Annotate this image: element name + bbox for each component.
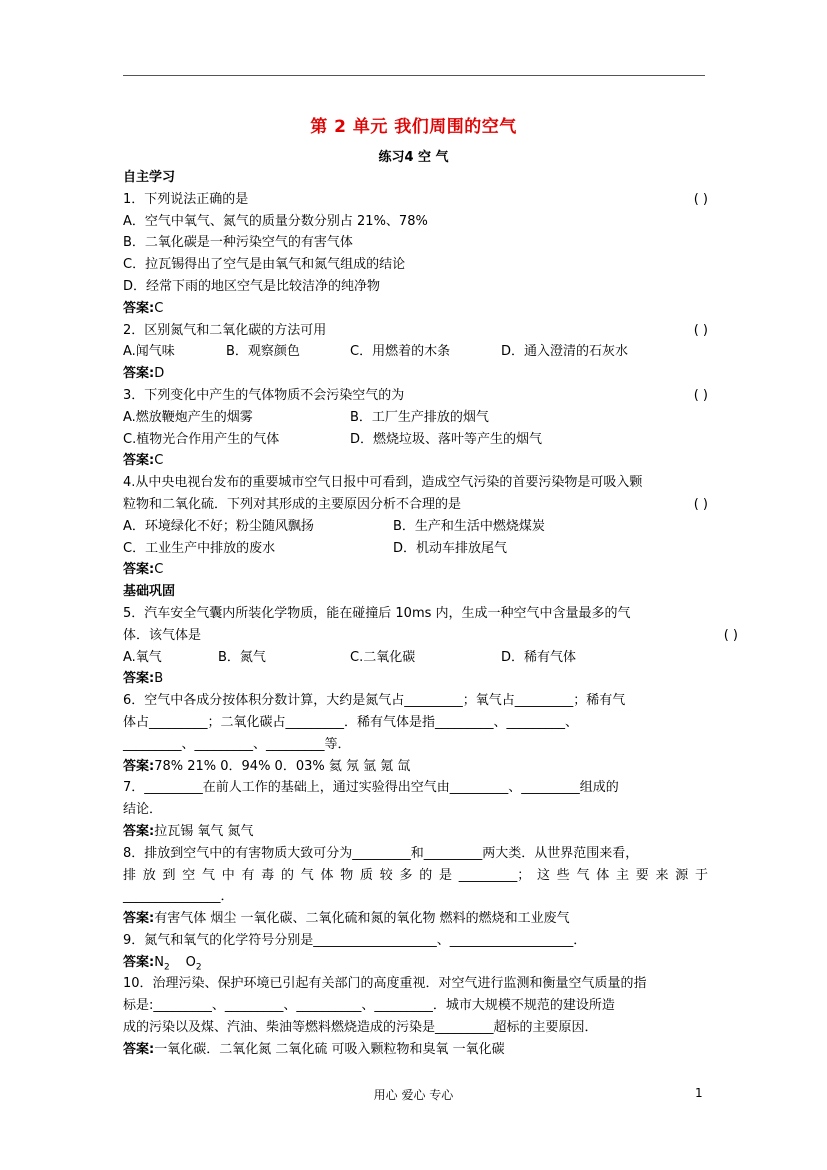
question-8-line: 8．排放到空气中的有害物质大致可分为_________和_________两大类．从世界范围来看， [123,845,639,861]
answer-label: 答案: [123,954,155,970]
page-number: 1 [695,1086,703,1100]
option-b: B．生产和生活中燃烧煤炭 [393,518,545,534]
page-footer: 用心 爱心 专心 [373,1088,454,1102]
answer-line [123,668,708,690]
formula-subscript: 2 [195,962,202,973]
answer-line [123,298,708,320]
option-a: A．空气中氧气、氮气的质量分数分别占 21%、78% [123,213,428,229]
option-d: D．经常下雨的地区空气是比较洁净的纯净物 [123,278,381,294]
answer-label: 答案: [123,366,155,382]
unit-title: 第 2 单元 我们周围的空气 [310,117,517,137]
question-text: 2．区别氮气和二氧化碳的方法可用 [123,322,327,338]
options-row [123,516,708,538]
answer-label: 答案: [123,758,155,774]
question-8-line: _______________． [123,889,234,905]
answer-text: 拉瓦锡 氧气 氮气 [154,823,254,839]
question-5-stem-cont [123,625,738,647]
option-a: A.闻气味 [123,344,175,360]
option-b: B．工厂生产排放的烟气 [350,409,489,425]
answer-text: 有害气体 烟尘 一氧化碳、二氧化硫和氮的氧化物 燃料的燃烧和工业废气 [154,911,570,927]
answer-text: D [154,366,165,382]
answer-line [123,450,708,472]
question-6-line: _________、_________、_________等． [123,736,351,752]
question-6-line: 6．空气中各成分按体积分数计算，大约是氮气占_________；氧气占_________；稀有气 [123,693,626,709]
question-text: 体．该气体是 [123,627,202,643]
answer-label: 答案: [123,300,155,316]
answer-parentheses: ( ) [693,496,708,512]
formula-symbol: N [154,954,164,970]
question-8-line: 排放到空气中有毒的气体物质较多的是_________；这些气体主要来源于 [123,867,708,883]
answer-parentheses: ( ) [693,322,708,338]
question-6-line: 体占_________；二氧化碳占_________．稀有气体是指_________、_________、 [123,714,579,730]
question-1-stem [123,189,708,211]
question-text: 3．下列变化中产生的气体物质不会污染空气的为 [123,387,405,403]
answer-line [123,559,708,581]
section-heading-self-study: 自主学习 [123,170,176,185]
answer-label: 答案: [123,911,155,927]
option-d: D．机动车排放尾气 [393,540,508,556]
options-row [123,341,708,363]
answer-formula-n2 [154,954,170,973]
answer-parentheses: ( ) [693,191,708,207]
option-b: B．观察颜色 [226,344,300,360]
question-10-line: 标是:_________、_________、__________、_________．城市大规模不规范的建设所造 [123,998,615,1014]
answer-text: C [154,453,164,469]
answer-line [123,821,708,843]
answer-line [123,1039,708,1061]
header-rule [123,75,705,76]
question-7-line: 7．_________在前人工作的基础上，通过实验得出空气由_________、_________组成的 [123,780,619,796]
option-a: A.氧气 [123,649,162,665]
exercise-content [123,167,738,1061]
question-3-stem [123,385,708,407]
option-b: B．二氧化碳是一种污染空气的有害气体 [123,235,353,251]
option-a: A.燃放鞭炮产生的烟雾 [123,409,253,425]
options-row [123,647,708,669]
answer-text: 78% 21% 0．94% 0．03% 氦 氖 氩 氪 氙 [154,758,411,774]
question-7-line: 结论． [123,802,163,818]
answer-label: 答案: [123,453,155,469]
answer-label: 答案: [123,562,155,578]
answer-line [123,756,708,778]
question-10-line: 10．治理污染、保护环境已引起有关部门的高度重视．对空气进行监测和衡量空气质量的指 [123,976,647,992]
option-c: C.二氧化碳 [350,649,416,665]
question-4-stem-cont [123,494,708,516]
answer-line [123,908,708,930]
answer-line [123,952,708,974]
option-c: C．拉瓦锡得出了空气是由氧气和氮气组成的结论 [123,257,406,273]
option-c: C．工业生产中排放的废水 [123,540,276,556]
option-d: D．稀有气体 [501,649,577,665]
answer-formula-o2 [185,954,202,973]
option-c: C.植物光合作用产生的气体 [123,431,280,447]
question-9-line: 9．氮气和氧气的化学符号分别是___________________、___________________． [123,932,587,948]
exercise-title: 练习4 空 气 [378,150,449,165]
answer-label: 答案: [123,823,155,839]
options-row [123,407,708,429]
options-row [123,538,708,560]
option-a: A．环境绿化不好；粉尘随风飘扬 [123,518,314,534]
question-text: 粒物和二氧化硫．下列对其形成的主要原因分析不合理的是 [123,496,462,512]
answer-line [123,363,708,385]
option-d: D．通入澄清的石灰水 [501,344,629,360]
answer-text: B [154,671,164,687]
answer-text: 一氧化碳．二氧化氮 二氧化硫 可吸入颗粒物和臭氧 一氧化碳 [154,1041,505,1057]
option-c: C．用燃着的木条 [350,344,451,360]
answer-label: 答案: [123,1041,155,1057]
options-row [123,429,708,451]
formula-subscript: 2 [163,962,170,973]
option-b: B．氮气 [218,649,266,665]
formula-symbol: O [185,954,196,970]
answer-parentheses: ( ) [723,627,738,643]
answer-text: C [154,300,164,316]
section-heading-consolidation: 基础巩固 [123,584,176,600]
answer-parentheses: ( ) [693,387,708,403]
question-2-stem [123,320,708,342]
option-d: D．燃烧垃圾、落叶等产生的烟气 [350,431,543,447]
question-4-stem: 4.从中央电视台发布的重要城市空气日报中可看到，造成空气污染的首要污染物是可吸入颗 [123,475,643,491]
question-5-stem: 5．汽车安全气囊内所装化学物质，能在碰撞后 10ms 内，生成一种空气中含量最多的气 [123,605,631,621]
answer-label: 答案: [123,671,155,687]
question-text: 1．下列说法正确的是 [123,191,249,207]
question-10-line: 成的污染以及煤、汽油、柴油等燃料燃烧造成的污染是_________超标的主要原因． [123,1020,598,1036]
answer-text: C [154,562,164,578]
